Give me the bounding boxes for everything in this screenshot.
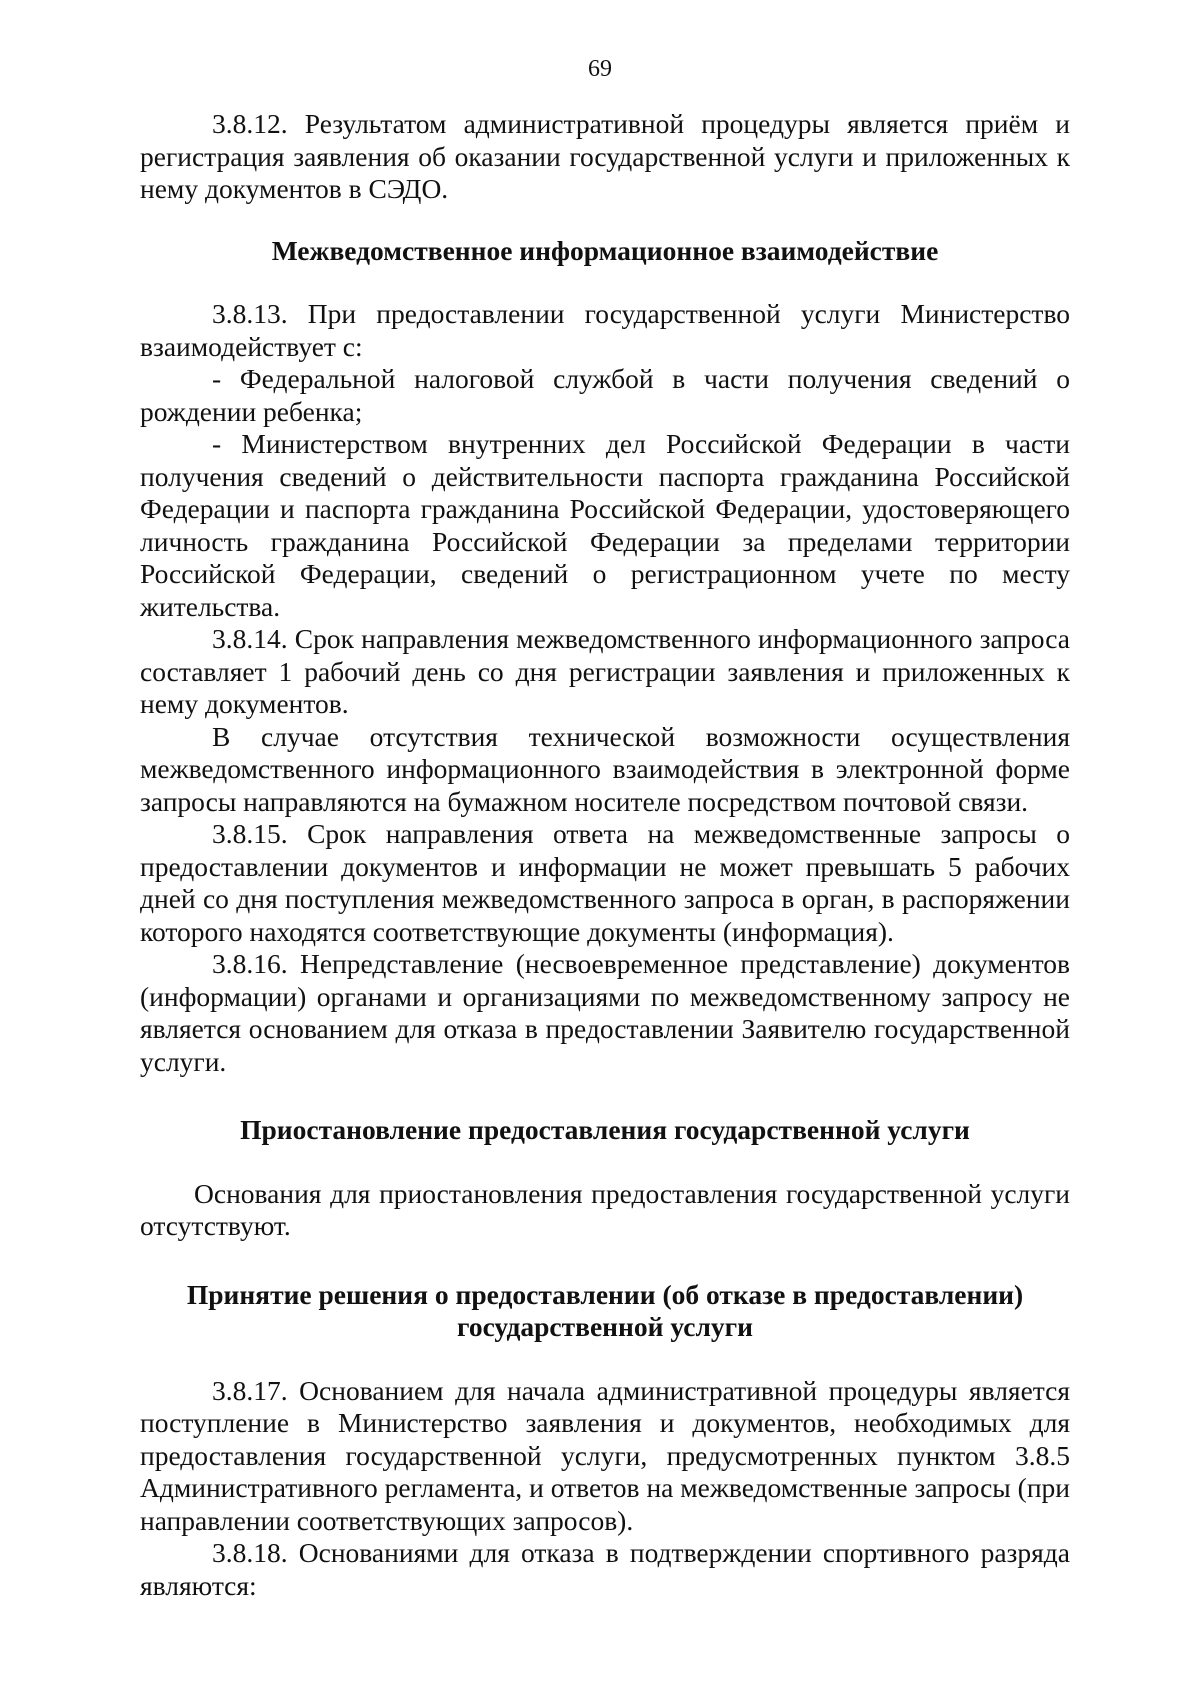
paragraph-3-8-15: 3.8.15. Срок направления ответа на межведомственные запросы о предоставлении документов и информации не может превышать 5 рабочих дней со дня поступления межведомственного запроса в орган, в распоряжении которого находятся соответствующие документы (информация).	[140, 818, 1070, 947]
paragraph-3-8-13: 3.8.13. При предоставлении государственной услуги Министерство взаимодействует с:	[140, 298, 1070, 362]
section-heading-interagency: Межведомственное информационное взаимодействие	[271, 234, 939, 266]
paragraph-no-technical-possibility: В случае отсутствия технической возможности осуществления межведомственного информационного взаимодействия в электронной форме запросы направляются на бумажном носителе посредством почтовой связи.	[140, 720, 1070, 817]
document-body	[140, 108, 1070, 1602]
list-item-tax-service: - Федеральной налоговой службой в части получения сведений о рождении ребенка;	[140, 363, 1070, 427]
section-heading-decision: Принятие решения о предоставлении (об отказе в предоставлении) государственной услуги	[186, 1278, 1024, 1342]
paragraph-no-suspension-grounds: Основания для приостановления предоставления государственной услуги отсутствуют.	[140, 1177, 1070, 1241]
paragraph-3-8-12: 3.8.12. Результатом административной процедуры является приём и регистрация заявления об оказании государственной услуги и приложенных к нему документов в СЭДО.	[140, 108, 1070, 204]
paragraph-3-8-17: 3.8.17. Основанием для начала административной процедуры является поступление в Министерство заявления и документов, необходимых для предоставления государственной услуги, предусмотренных пунктом 3.8.5 Административного регламента, и ответов на межведомственные запросы (при направлении соответствующих запросов).	[140, 1374, 1070, 1536]
paragraph-3-8-14: 3.8.14. Срок направления межведомственного информационного запроса составляет 1 рабочий день со дня регистрации заявления и приложенных к нему документов.	[140, 623, 1070, 719]
page-number: 69	[588, 56, 612, 82]
paragraph-3-8-18: 3.8.18. Основаниями для отказа в подтверждении спортивного разряда являются:	[140, 1537, 1070, 1601]
section-heading-suspension: Приостановление предоставления государственной услуги	[240, 1114, 970, 1145]
paragraph-3-8-16: 3.8.16. Непредставление (несвоевременное представление) документов (информации) органами и организациями по межведомственному запросу не является основанием для отказа в предоставлении Заявителю государственной услуги.	[140, 948, 1070, 1077]
list-item-interior-ministry: - Министерством внутренних дел Российской Федерации в части получения сведений о действительности паспорта гражданина Российской Федерации и паспорта гражданина Российской Федерации, удостоверяющего личность гражданина Российской Федерации за пределами территории Российской Федерации, сведений о регистрационном учете по месту жительства.	[140, 428, 1070, 622]
